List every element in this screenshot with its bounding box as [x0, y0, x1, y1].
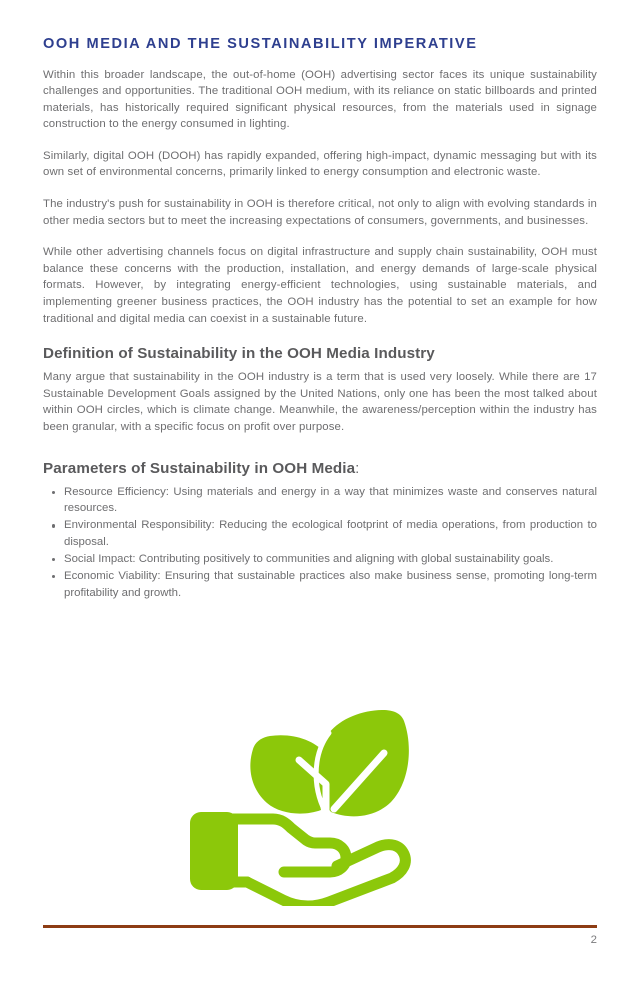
- hand-cuff-shape: [190, 812, 238, 890]
- parameters-section-heading-text: Parameters of Sustainability in OOH Media: [43, 459, 356, 477]
- list-item: Resource Efficiency: Using materials and energy in a way that minimizes waste and conserves natural resources.: [43, 484, 597, 517]
- body-paragraph-4: While other advertising channels focus on digital infrastructure and supply chain sustainability, OOH must balance these concerns with the production, installation, and energy demands of large-scale physical formats. However, by integrating energy-efficient technologies, using sustainable materials, and implementing greener business practices, the OOH industry has the potential to set an example for how traditional and digital media can coexist in a sustainable future.: [43, 246, 597, 325]
- list-item: Environmental Responsibility: Reducing the ecological footprint of media operations, from production to disposal.: [43, 517, 597, 550]
- leaf-front-shape: [316, 710, 408, 816]
- parameters-section-heading: [43, 459, 597, 478]
- page-title: OOH MEDIA AND THE SUSTAINABILITY IMPERATIVE: [43, 36, 478, 52]
- footer-divider: [43, 925, 597, 928]
- definition-section-body: Many argue that sustainability in the OOH industry is a term that is used very loosely. While there are 17 Sustainable Development Goals assigned by the United Nations, only one has been the most talked about within OOH circles, which is climate change. Meanwhile, the awareness/perception within the industry has been granular, with a specific focus on profit over purpose.: [43, 371, 597, 433]
- page-number: 2: [590, 934, 597, 946]
- body-paragraph-1: Within this broader landscape, the out-of-home (OOH) advertising sector faces its unique sustainability challenges and opportunities. The traditional OOH medium, with its reliance on static billboards and printed materials, has historically required significant physical resources, from the materials used in signage construction to the energy consumed in lighting.: [43, 68, 597, 131]
- parameters-list: [43, 484, 597, 602]
- body-paragraph-3: The industry's push for sustainability in OOH is therefore critical, not only to align with evolving standards in other media sectors but to meet the increasing expectations of consumers, governments, and businesses.: [43, 198, 597, 227]
- list-item: Economic Viability: Ensuring that sustainable practices also make business sense, promoting long-term profitability and growth.: [43, 568, 597, 601]
- parameters-section-heading-colon: :: [355, 459, 360, 477]
- page-footer: [43, 925, 597, 947]
- hand-holding-leaves-graphic: [185, 706, 417, 906]
- definition-section: [43, 344, 597, 435]
- body-paragraph-2: Similarly, digital OOH (DOOH) has rapidly expanded, offering high-impact, dynamic messaging but with its own set of environmental concerns, primarily linked to energy consumption and electronic waste.: [43, 149, 597, 179]
- list-item: Social Impact: Contributing positively to communities and aligning with global sustainability goals.: [43, 551, 597, 568]
- hand-fingers-path: [233, 819, 346, 872]
- parameters-section: [43, 459, 597, 602]
- page-content: [43, 36, 597, 602]
- definition-section-heading: Definition of Sustainability in the OOH Media Industry: [43, 345, 435, 363]
- hand-holding-leaves-icon: [185, 706, 417, 906]
